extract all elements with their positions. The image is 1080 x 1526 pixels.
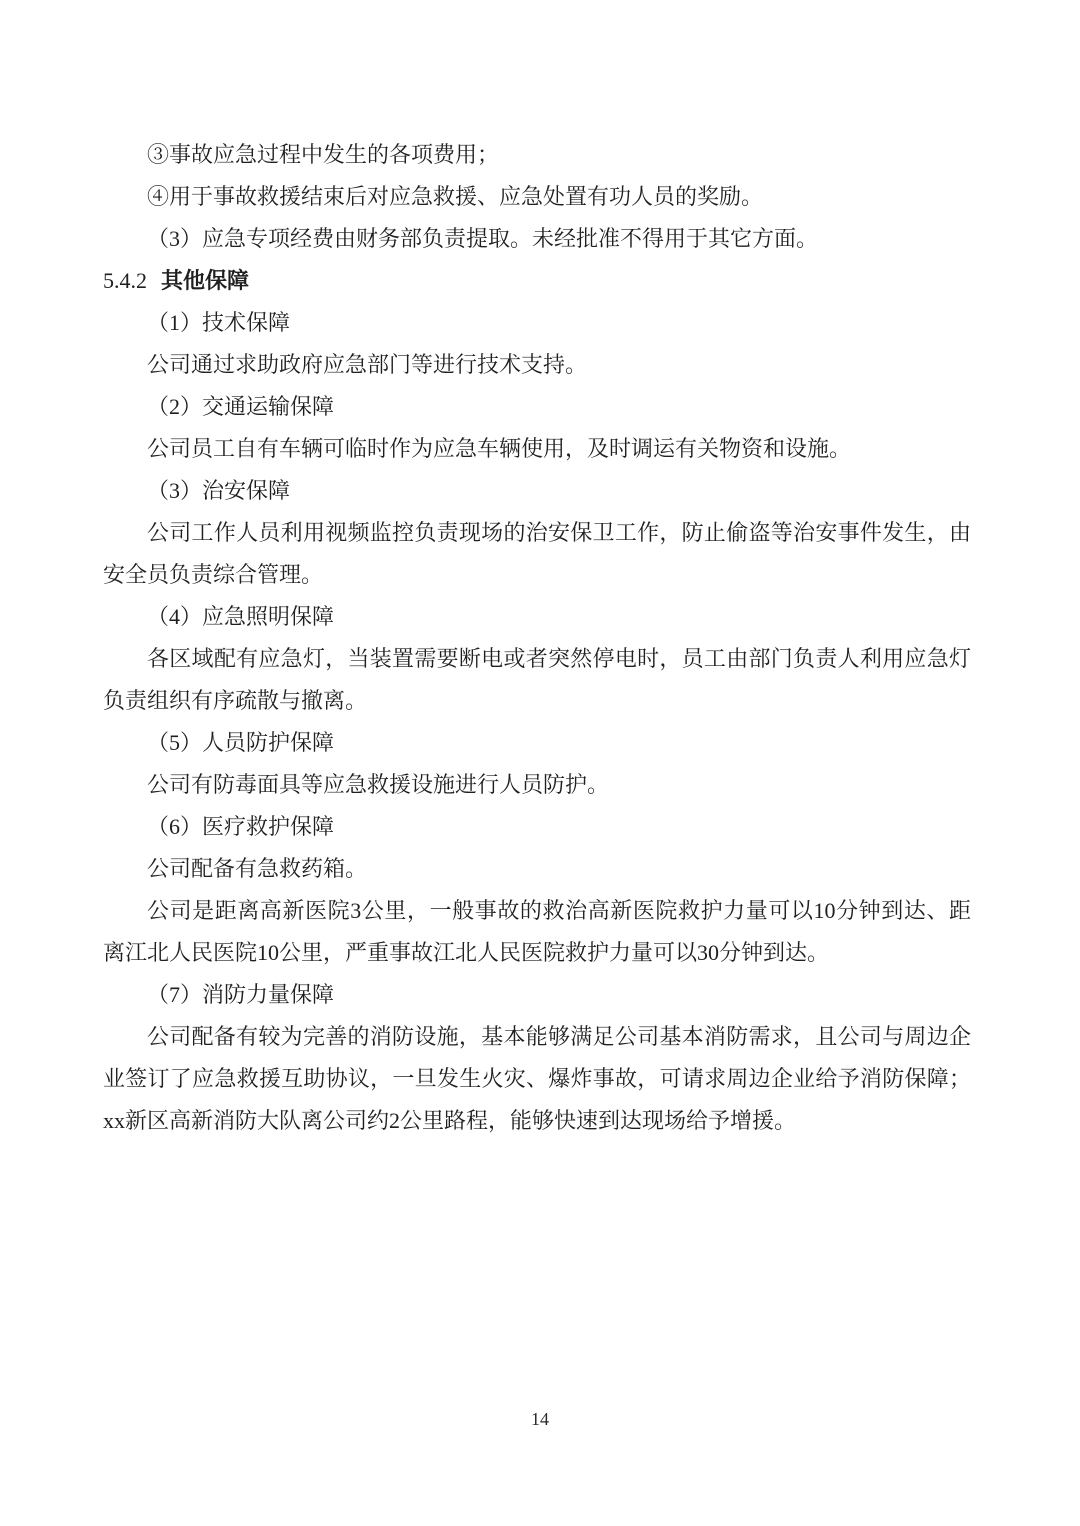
subitem-2-body: 公司员工自有车辆可临时作为应急车辆使用，及时调运有关物资和设施。 [147, 436, 852, 461]
subitem-6-body-1: 公司配备有急救药箱。 [147, 856, 368, 881]
subitem-5-body: 公司有防毒面具等应急救援设施进行人员防护。 [147, 772, 610, 797]
subitem-5-title: （5）人员防护保障 [147, 730, 335, 755]
section-heading [103, 260, 971, 302]
subitem-3-body: 公司工作人员利用视频监控负责现场的治安保卫工作，防止偷盗等治安事件发生，由安全员负责综合管理。 [103, 520, 971, 587]
subitem-7-body: 公司配备有较为完善的消防设施，基本能够满足公司基本消防需求，且公司与周边企业签订了应急救援互助协议，一旦发生火灾、爆炸事故，可请求周边企业给予消防保障；xx新区高新消防大队离公司约2公里路程，能够快速到达现场给予增援。 [103, 1024, 971, 1133]
subitem-4-title: （4）应急照明保障 [147, 604, 335, 629]
section-heading-number: 5.4.2 [103, 268, 147, 293]
document-body [103, 134, 971, 1142]
list-item-circled-4: ④用于事故救援结束后对应急救援、应急处置有功人员的奖励。 [147, 184, 764, 209]
subitem-6-body-2: 公司是距离高新医院3公里，一般事故的救治高新医院救护力量可以10分钟到达、距离江北人民医院10公里，严重事故江北人民医院救护力量可以30分钟到达。 [103, 898, 971, 965]
subitem-3-title: （3）治安保障 [147, 478, 291, 503]
subitem-1-body: 公司通过求助政府应急部门等进行技术支持。 [147, 352, 588, 377]
subitem-7-title: （7）消防力量保障 [147, 982, 335, 1007]
list-item-circled-3: ③事故应急过程中发生的各项费用； [147, 142, 500, 167]
paragraph-funding-withdrawal: （3）应急专项经费由财务部负责提取。未经批准不得用于其它方面。 [147, 226, 819, 251]
subitem-6-title: （6）医疗救护保障 [147, 814, 335, 839]
section-heading-title: 其他保障 [161, 268, 250, 293]
page-number: 14 [531, 1409, 549, 1429]
subitem-2-title: （2）交通运输保障 [147, 394, 335, 419]
subitem-4-body: 各区域配有应急灯，当装置需要断电或者突然停电时，员工由部门负责人利用应急灯负责组织有序疏散与撤离。 [103, 646, 971, 713]
subitem-1-title: （1）技术保障 [147, 310, 291, 335]
